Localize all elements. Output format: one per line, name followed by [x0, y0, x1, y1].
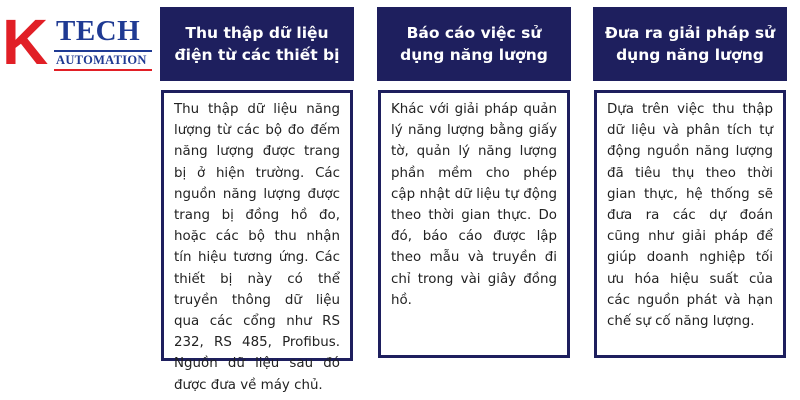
column-3-text: Dựa trên việc thu thập dữ liệu và phân tích tự động nguồn năng lượng đã tiêu thụ theo thời gian thực, hệ thống sẽ đưa ra các dự đoán cũng như giải pháp để giúp doanh nghiệp tối ưu hóa hiệu suất của các nguồn phát và hạn chế sự cố năng lượng.: [607, 102, 773, 330]
logo-rule-top: [54, 50, 152, 52]
column-2-title-line2: dụng năng lượng: [400, 46, 548, 64]
column-3-header: [593, 7, 787, 81]
logo-word-tech: TECH: [56, 15, 141, 47]
column-1-text: Thu thập dữ liệu năng lượng từ các bộ đo đếm năng lượng được trang bị ở hiện trường. Các nguồn năng lượng được trang bị đồng hồ đo, hoặc các bộ thu nhận tín hiệu tương ứng. Các thiết bị này có thể truyền thông dữ liệu qua các cổng như RS 232, RS 485, Profibus. Nguồn dữ liệu sau đó được đưa về máy chủ.: [174, 102, 340, 393]
column-2-body: [378, 90, 570, 358]
column-3-title-line2: dụng năng lượng: [616, 46, 764, 64]
column-1-header: [160, 7, 354, 81]
column-1-body: [161, 90, 353, 393]
column-2-text: Khác với giải pháp quản lý năng lượng bằng giấy tờ, quản lý năng lượng phần mềm cho phép cập nhật dữ liệu tự động theo thời gian thực. Do đó, báo cáo được lập theo mẫu và truyền đi chỉ trong vài giây đồng hồ.: [391, 102, 557, 308]
logo-tagline: AUTOMATION: [56, 53, 147, 67]
column-2-header: [377, 7, 571, 81]
column-1-title-line2: điện từ các thiết bị: [174, 46, 340, 64]
logo-rule-bottom: [54, 69, 152, 71]
ktech-logo: [0, 6, 155, 78]
logo-letter-k: K: [2, 6, 49, 78]
column-1-title-line1: Thu thập dữ liệu: [185, 24, 329, 42]
column-3-title-line1: Đưa ra giải pháp sử: [604, 24, 776, 42]
column-2-title-line1: Báo cáo việc sử: [406, 24, 542, 42]
column-3-body: [594, 90, 786, 358]
